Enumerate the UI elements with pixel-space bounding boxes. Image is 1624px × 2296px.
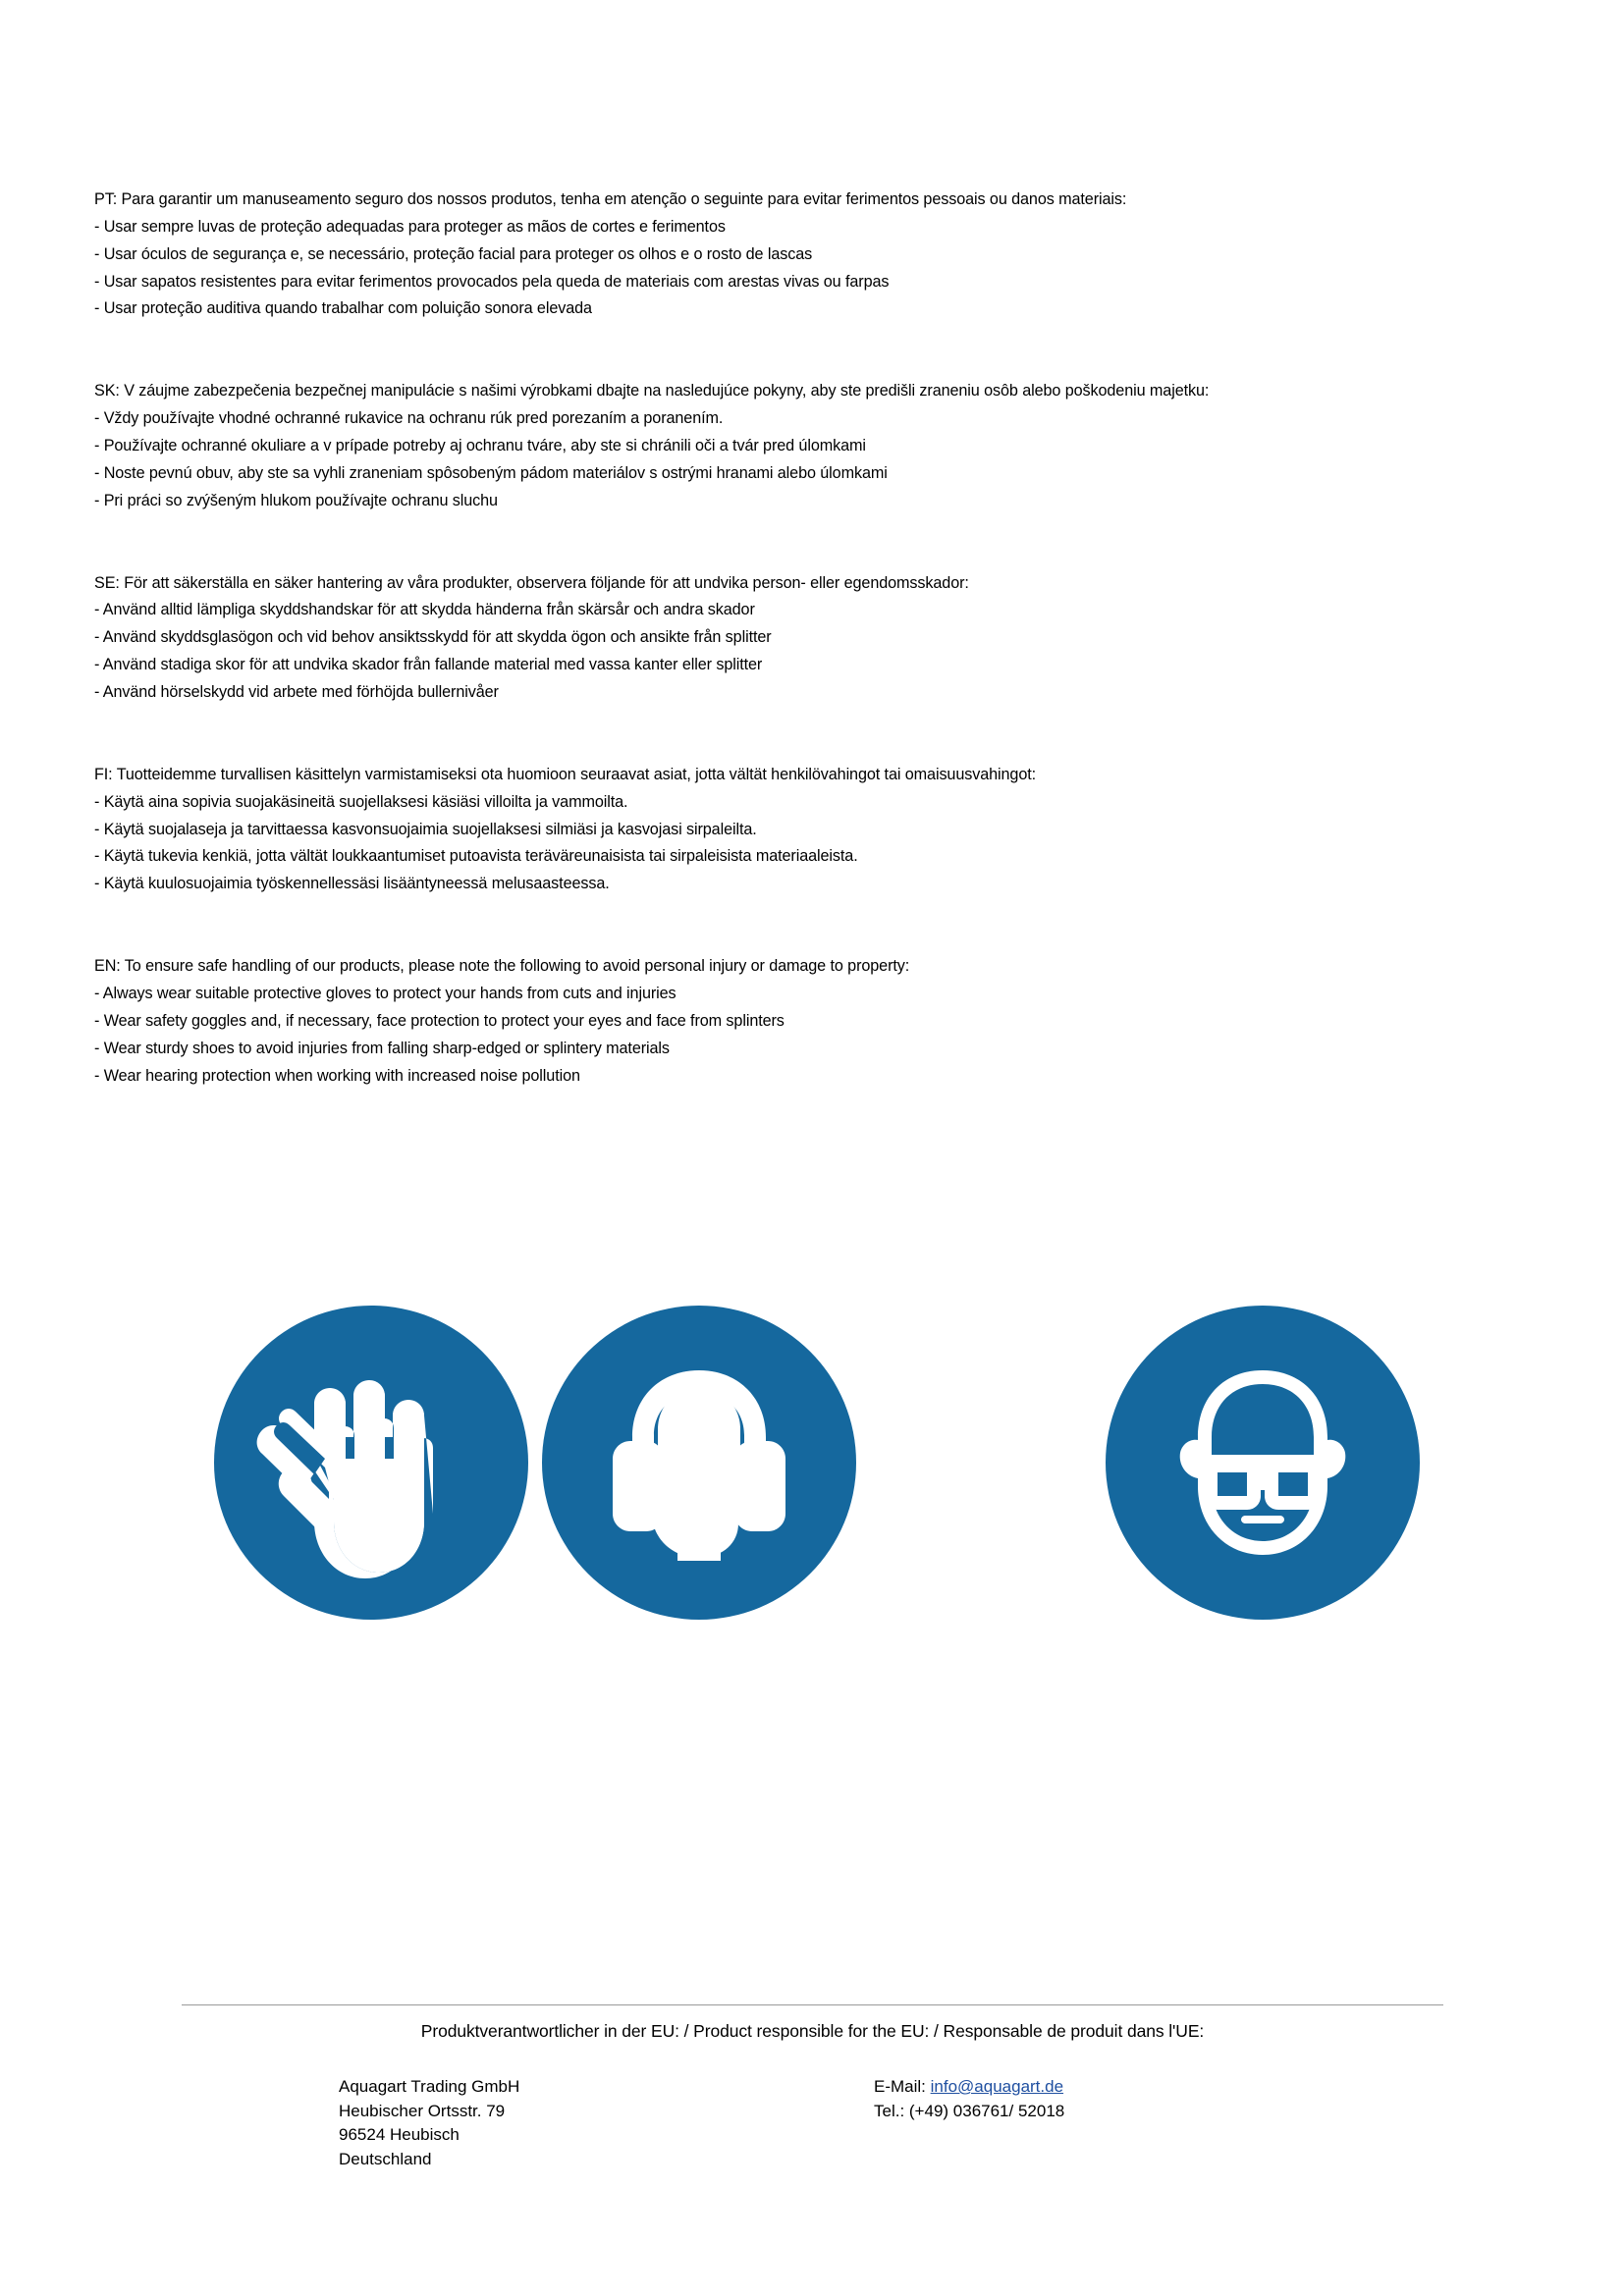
section-en-heading: EN: To ensure safe handling of our products, please note the following to avoid personal injury or damage to property: [94,957,910,976]
section-fi-heading: FI: Tuotteidemme turvallisen käsittelyn varmistamiseksi ota huomioon seuraavat asiat, jotta vältät henkilövahingot tai omaisuusvahingot: [94,765,1037,783]
section-en [94,953,1430,1090]
footer [182,2004,1443,2203]
safety-instructions [94,187,1430,1145]
company-street: Heubischer Ortsstr. 79 [339,2101,506,2120]
section-en-bullet-1: - Always wear suitable protective gloves to protect your hands from cuts and injuries [94,985,677,1003]
section-fi-bullet-1: - Käytä aina sopivia suojakäsineitä suojellaksesi käsiäsi villoilta ja vammoilta. [94,792,628,811]
email-label: E-Mail: [874,2077,931,2096]
section-fi-bullet-2: - Käytä suojalaseja ja tarvittaessa kasvonsuojaimia suojellaksesi silmiäsi ja kasvojasi sirpaleilta. [94,820,757,838]
email-row [874,2075,1064,2100]
company-country: Deutschland [339,2149,432,2168]
footer-title: Produktverantwortlicher in der EU: / Product responsible for the EU: / Responsable de produit dans l'UE: [420,2021,1205,2041]
section-fi [94,762,1430,898]
section-sk-heading: SK: V záujme zabezpečenia bezpečnej manipulácie s našimi výrobkami dbajte na nasledujúce pokyny, aby ste predišli zraneniu osôb alebo poškodeniu majetku: [94,382,1210,400]
section-pt-bullet-4: - Usar proteção auditiva quando trabalhar com poluição sonora elevada [94,299,592,318]
section-pt-heading: PT: Para garantir um manuseamento seguro dos nossos produtos, tenha em atenção o seguinte para evitar ferimentos pessoais ou danos materiais: [94,190,1127,208]
protective-gloves-icon [214,1306,528,1620]
section-sk-bullet-1: - Vždy používajte vhodné ochranné rukavice na ochranu rúk pred porezaním a poranením. [94,409,724,428]
footer-divider [182,2004,1443,2005]
section-pt-bullet-2: - Usar óculos de segurança e, se necessário, proteção facial para proteger os olhos e o rosto de lascas [94,244,813,263]
section-se-bullet-4: - Använd hörselskydd vid arbete med förhöjda bullernivåer [94,683,499,702]
phone-row: Tel.: (+49) 036761/ 52018 [874,2101,1065,2120]
section-sk-bullet-2: - Používajte ochranné okuliare a v prípade potreby aj ochranu tváre, aby ste si chránili oči a tvár pred úlomkami [94,437,866,455]
section-pt-bullet-1: - Usar sempre luvas de proteção adequadas para proteger as mãos de cortes e ferimentos [94,217,726,236]
section-sk [94,378,1430,514]
section-fi-bullet-4: - Käytä kuulosuojaimia työskennellessäsi lisääntyneessä melusaasteessa. [94,875,610,893]
section-se [94,570,1430,707]
section-se-bullet-3: - Använd stadiga skor för att undvika skador från fallande material med vassa kanter eller splitter [94,656,763,674]
section-en-bullet-2: - Wear safety goggles and, if necessary, face protection to protect your eyes and face from splinters [94,1011,785,1030]
section-sk-bullet-3: - Noste pevnú obuv, aby ste sa vyhli zraneniam spôsobeným pádom materiálov s ostrými hranami alebo úlomkami [94,463,888,482]
section-se-bullet-1: - Använd alltid lämpliga skyddshandskar för att skydda händerna från skärsår och andra skador [94,601,755,619]
section-pt [94,187,1430,323]
ear-protection-icon [542,1306,856,1620]
section-en-bullet-4: - Wear hearing protection when working with increased noise pollution [94,1066,580,1085]
company-contact [874,2075,1064,2123]
section-fi-bullet-3: - Käytä tukevia kenkiä, jotta vältät loukkaantumiset putoavista teräväreunaisista tai sirpaleisista materiaaleista. [94,847,858,866]
safety-pictograms [94,1306,1430,1629]
company-address [339,2075,519,2172]
section-se-bullet-2: - Använd skyddsglasögon och vid behov ansiktsskydd för att skydda ögon och ansikte från splitter [94,628,772,647]
safety-goggles-icon [1106,1306,1420,1620]
company-name: Aquagart Trading GmbH [339,2077,520,2096]
section-pt-bullet-3: - Usar sapatos resistentes para evitar ferimentos provocados pela queda de materiais com arestas vivas ou farpas [94,272,890,291]
email-link[interactable]: info@aquagart.de [930,2077,1064,2096]
section-se-heading: SE: För att säkerställa en säker hantering av våra produkter, observera följande för att undvika person- eller egendomsskador: [94,573,969,592]
section-sk-bullet-4: - Pri práci so zvýšeným hlukom používajte ochranu sluchu [94,491,498,509]
company-city: 96524 Heubisch [339,2125,460,2145]
section-en-bullet-3: - Wear sturdy shoes to avoid injuries from falling sharp-edged or splintery materials [94,1039,670,1057]
